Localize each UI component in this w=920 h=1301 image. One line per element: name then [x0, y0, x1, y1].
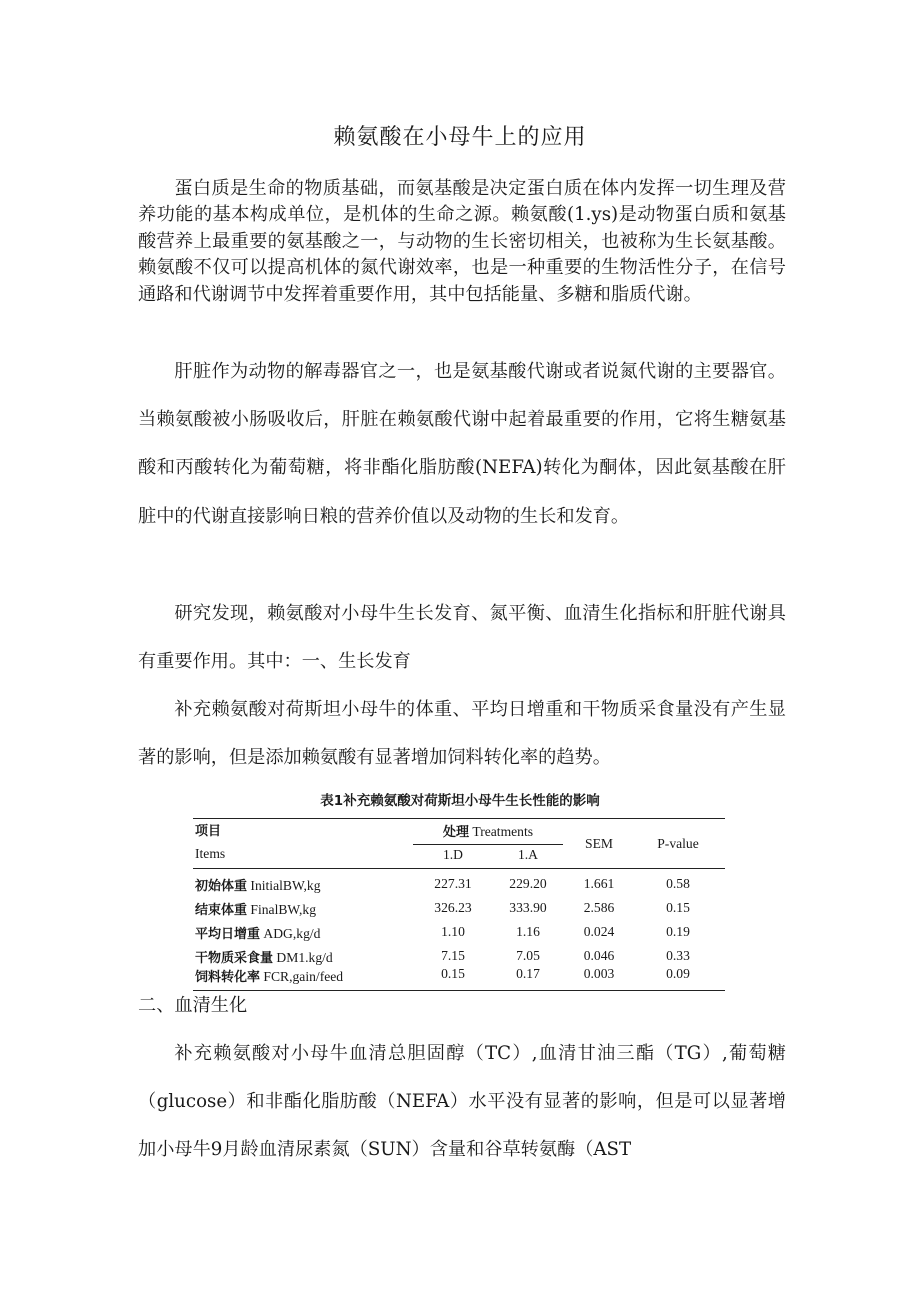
table-cell-pvalue: 0.19 — [666, 924, 690, 939]
header-treatments — [413, 821, 563, 840]
header-col-ld: 1.D — [442, 847, 463, 862]
table-cell-la: 7.05 — [516, 948, 540, 963]
table-cell-sem: 0.003 — [583, 966, 615, 981]
header-treatments-en: Treatments — [472, 824, 534, 839]
table-cell-pvalue: 0.15 — [666, 900, 690, 915]
table-cell-ld: 7.15 — [441, 948, 465, 963]
table-row-label: 平均日增重 ADG,kg/d — [195, 926, 321, 942]
table-cell-ld: 227.31 — [434, 876, 472, 891]
table-cell-sem: 1.661 — [583, 876, 615, 891]
document-title: 赖氨酸在小母牛上的应用 — [333, 125, 587, 150]
table-cell-ld: 0.15 — [441, 966, 465, 981]
paragraph-liver: 肝脏作为动物的解毒器官之一，也是氨基酸代谢或者说氮代谢的主要器官。当赖氨酸被小肠吸收后，肝脏在赖氨酸代谢中起着最重要的作用，它将生糖氨基酸和丙酸转化为葡萄糖，将非酯化脂肪酸(NEFA)转化为酮体，因此氨基酸在肝脏中的代谢直接影响日粮的营养价值以及动物的生长和发育。 — [138, 361, 786, 527]
header-sem: SEM — [585, 836, 613, 851]
table-cell-pvalue: 0.09 — [666, 966, 690, 981]
header-items-cn: 项目 — [195, 824, 222, 839]
table-cell-la: 229.20 — [509, 876, 547, 891]
paragraph-growth-effect: 补充赖氨酸对荷斯坦小母牛的体重、平均日增重和干物质采食量没有产生显著的影响，但是添加赖氨酸有显著增加饲料转化率的趋势。 — [138, 699, 786, 769]
table-caption: 表1补充赖氨酸对荷斯坦小母牛生长性能的影响 — [320, 793, 600, 809]
table-row-label: 干物质采食量 DM1.kg/d — [195, 950, 333, 966]
table-cell-la: 1.16 — [516, 924, 540, 939]
table-cell-ld: 326.23 — [434, 900, 472, 915]
header-treatments-cn: 处理 — [442, 825, 469, 840]
table-row-label: 饲料转化率 FCR,gain/feed — [195, 969, 344, 985]
paragraph-research-findings: 研究发现，赖氨酸对小母牛生长发育、氮平衡、血清生化指标和肝脏代谢具有重要作用。其中：一、生长发育 — [138, 603, 786, 673]
table-treatment-rule — [413, 844, 563, 845]
table-cell-sem: 0.046 — [583, 948, 615, 963]
table-cell-la: 0.17 — [516, 966, 540, 981]
table-cell-la: 333.90 — [509, 900, 547, 915]
table-row-label: 结束体重 FinalBW,kg — [195, 902, 317, 918]
growth-performance-table — [193, 816, 725, 993]
header-pvalue: P-value — [657, 836, 699, 851]
table-cell-ld: 1.10 — [441, 924, 465, 939]
table-cell-sem: 0.024 — [583, 924, 615, 939]
header-col-la: 1.A — [517, 847, 538, 862]
header-items-en: Items — [195, 846, 226, 861]
table-cell-sem: 2.586 — [583, 900, 615, 915]
table-bottom-rule — [193, 990, 725, 991]
table-row-label: 初始体重 InitialBW,kg — [195, 878, 321, 894]
table-cell-pvalue: 0.33 — [666, 948, 690, 963]
table-top-rule — [193, 818, 725, 819]
table-cell-pvalue: 0.58 — [666, 876, 690, 891]
section-heading-serum: 二、血清生化 — [138, 995, 248, 1016]
table-header-rule — [193, 868, 725, 869]
paragraph-protein-intro: 蛋白质是生命的物质基础，而氨基酸是决定蛋白质在体内发挥一切生理及营养功能的基本构成单位，是机体的生命之源。赖氨酸(1.ys)是动物蛋白质和氨基酸营养上最重要的氨基酸之一，与动物的生长密切相关，也被称为生长氨基酸。赖氨酸不仅可以提高机体的氮代谢效率，也是一种重要的生物活性分子，在信号通路和代谢调节中发挥着重要作用，其中包括能量、多糖和脂质代谢。 — [138, 178, 786, 305]
paragraph-serum-effect: 补充赖氨酸对小母牛血清总胆固醇（TC）,血清甘油三酯（TG）,葡萄糖（glucose）和非酯化脂肪酸（NEFA）水平没有显著的影响，但是可以显著增加小母牛9月龄血清尿素氮（SUN）含量和谷草转氨酶（AST — [138, 1043, 786, 1161]
